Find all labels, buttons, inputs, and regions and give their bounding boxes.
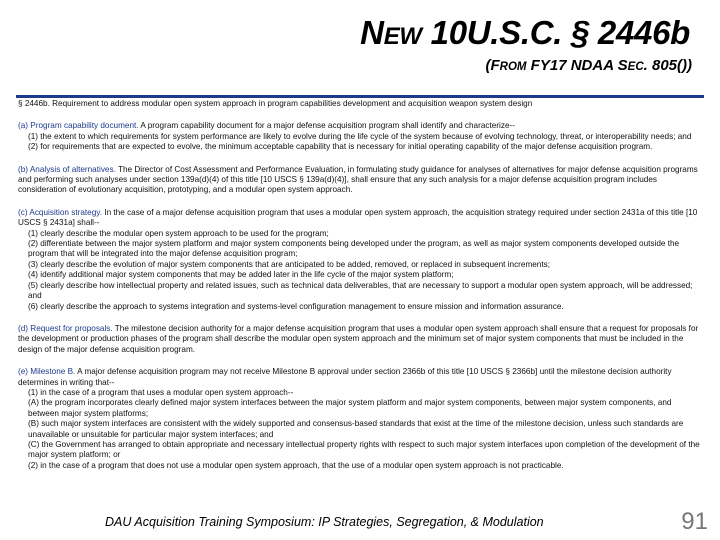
section-lead: The milestone decision authority for a major defense acquisition program that uses a modular open system approach shall ensure that a request for proposals for the development or production phases of the program shall describe the modular open system approach and the minimum set of major system components that must be included in the design of the major defense acquisition program. — [18, 323, 699, 354]
section-item: (2) in the case of a program that does not use a modular open system approach, that the use of a modular open system approach is not practicable. — [28, 460, 564, 470]
section-heading: (c) Acquisition strategy. — [18, 207, 103, 217]
statute-text — [18, 99, 702, 507]
statute-sections — [18, 121, 702, 471]
statute-section — [18, 367, 702, 388]
section-item: (1) the extent to which requirements for system performance are likely to evolve during the life cycle of the system because of evolving technology, threat, or interoperability needs; and — [28, 131, 692, 141]
statute-section — [18, 208, 702, 229]
title-divider — [16, 95, 704, 98]
section-heading: (e) Milestone B. — [18, 367, 76, 377]
section-heading: (d) Request for proposals. — [18, 323, 113, 333]
section-item: (2) differentiate between the major system platform and major system components being developed under the program, as well as major system components developed outside the program that will be integrated into the major defense acquisition program; — [28, 239, 680, 259]
section-lead: A major defense acquisition program may not receive Milestone B approval under section 2366b of this title [10 USCS § 2366b] until the milestone decision authority determines in writing that-- — [18, 367, 672, 387]
statute-section — [18, 121, 702, 131]
statute-intro: § 2446b. Requirement to address modular open system approach in program capabilities development and acquisition weapon system design — [18, 99, 533, 108]
slide-title — [0, 14, 690, 56]
subtitle-ec: EC — [627, 61, 644, 73]
section-heading: (a) Program capability document. — [18, 121, 139, 131]
section-heading: (b) Analysis of alternatives. — [18, 164, 116, 174]
section-item: (2) for requirements that are expected to evolve, the minimum acceptable capability that is necessary for initial operating capability of the major defense acquisition program. — [28, 142, 653, 152]
section-lead: A program capability document for a major defense acquisition program shall identify and characterize-- — [138, 121, 515, 131]
section-lead: The Director of Cost Assessment and Performance Evaluation, in formulating study guidance for analyses of alternatives for major defense acquisition programs and performing such analyses under section 139a(d)(4) of this title [10 USCS § 139a(d)(4)], shall ensure that any such analysis for a major defense acquisition program includes consideration of evolutionary acquisition, prototyping, and a modular open system approach. — [18, 164, 698, 195]
section-item: (4) identify additional major system components that may be added later in the life cycle of the major system platform; — [28, 270, 454, 280]
title-rest: 10U.S.C. § 2446b — [421, 14, 690, 51]
subtitle-rom: ROM — [499, 61, 527, 73]
statute-section — [18, 165, 702, 196]
section-item: (6) clearly describe the approach to systems integration and systems-level configuration management to ensure mission and information assurance. — [28, 301, 564, 311]
section-item: (3) clearly describe the evolution of major system components that are anticipated to be added, removed, or replaced in subsequent increments; — [28, 259, 551, 269]
slide-subtitle — [0, 57, 692, 76]
subtitle-mid: FY17 NDAA S — [526, 57, 628, 74]
section-lead: In the case of a major defense acquisition program that uses a modular open system approach, the acquisition strategy required under section 2431a of this title [10 USCS § 2431a] shall-- — [18, 207, 698, 228]
footer-text: DAU Acquisition Training Symposium: IP Strategies, Segregation, & Modulation — [105, 515, 544, 529]
subtitle-end: . 805( — [643, 57, 682, 74]
title-letters-ew: EW — [383, 23, 422, 50]
section-item: (B) such major system interfaces are consistent with the widely supported and consensus-based standards that exist at the time of the milestone decision, unless such standards are unavailable or unsuitable for particular major system interfaces; and — [28, 419, 684, 439]
section-item: (5) clearly describe how intellectual property and related issues, such as technical data deliverables, that are necessary to support a modular open system approach, will be addressed; and — [28, 280, 693, 301]
section-item: (A) the program incorporates clearly defined major system interfaces between the major system platform and major system components, between major system components, and between major system platforms; — [28, 398, 672, 418]
subtitle-open: (F — [485, 57, 500, 74]
page-number: 91 — [681, 508, 708, 535]
statute-section — [18, 324, 702, 355]
title-letter-n: N — [360, 14, 384, 51]
subtitle-tail: )) — [682, 57, 692, 74]
section-item: (C) the Government has arranged to obtain appropriate and necessary intellectual property rights with respect to such major system interfaces upon completion of the development of the major system platform; or — [28, 439, 700, 460]
section-item: (1) clearly describe the modular open system approach to be used for the program; — [28, 228, 329, 238]
section-item: (1) in the case of a program that uses a modular open system approach-- — [28, 387, 294, 397]
